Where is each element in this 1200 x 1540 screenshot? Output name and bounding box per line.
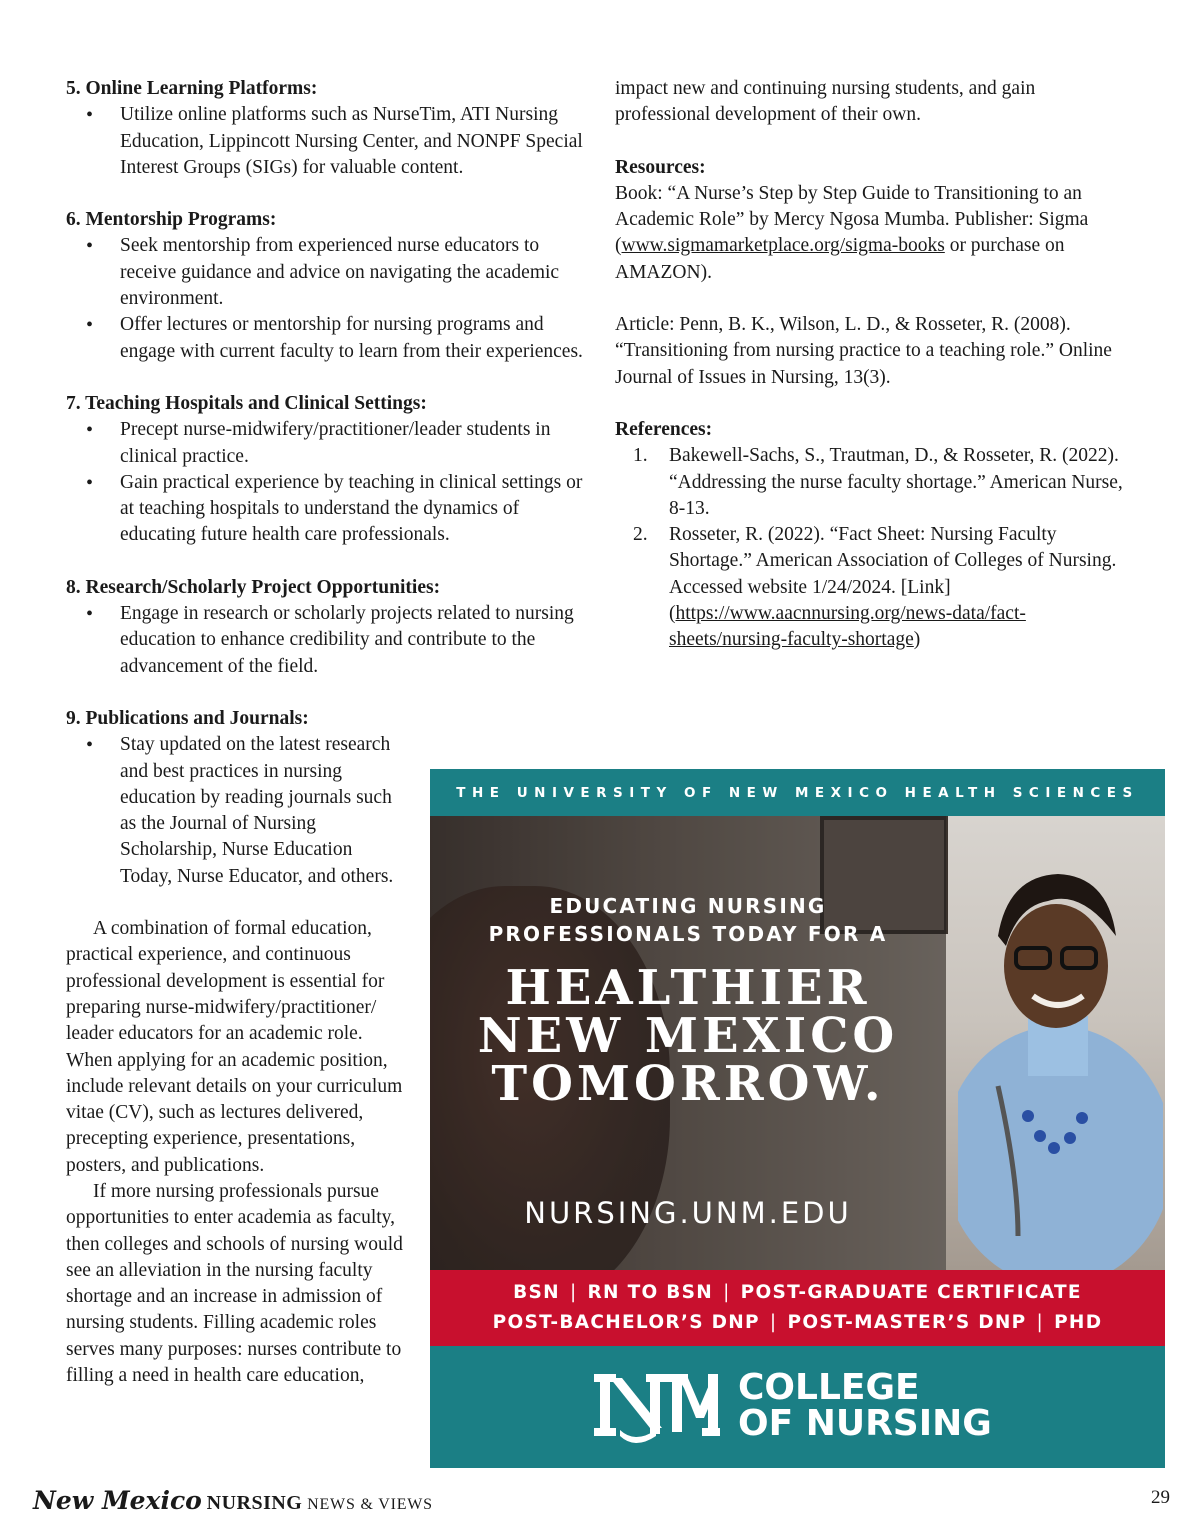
unm-logo bbox=[590, 1366, 720, 1450]
resources-heading: Resources: bbox=[615, 156, 706, 178]
section-teaching-hospitals bbox=[66, 391, 586, 549]
nurse-photo bbox=[958, 856, 1163, 1270]
ad-headline: HEALTHIER bbox=[505, 960, 871, 1016]
bullet-item: • Offer lectures or mentorship for nursing programs and engage with current faculty to learn from their experiences. bbox=[66, 312, 586, 365]
bullet-list bbox=[66, 233, 586, 364]
reference-item: 2. Rosseter, R. (2022). “Fact Sheet: Nursing Faculty Shortage.” American Association of Colleges of Nursing. Accessed website 1/24/2024. [Link] (https://www.aacnnursing.org/news-data/fact-sheets/nursing-faculty-shortage) bbox=[633, 524, 1117, 651]
college-branding bbox=[430, 1346, 1165, 1468]
body-paragraph: A combination of formal education, practical experience, and continuous professional development is essential for preparing nurse-midwifery/practitioner/ leader educators for an academic role. When applying for an academic position, include relevant details on your curriculum vitae (CV), such as lectures delivered, precepting experience, presentations, posters, and publications. bbox=[66, 918, 403, 1176]
unm-nursing-advertisement[interactable] bbox=[430, 769, 1165, 1468]
resource-book: Book: “A Nurse’s Step by Step Guide to Transitioning to an Academic Role” by Mercy Ngosa Mumba. Publisher: Sigma (www.sigmamarketplace.org/sigma-books or purchase on AMAZON). bbox=[615, 182, 1089, 283]
program-post-grad-cert: POST-GRADUATE CERTIFICATE bbox=[740, 1282, 1082, 1303]
section-research bbox=[66, 575, 586, 680]
bullet-list bbox=[66, 102, 586, 181]
program-rn-to-bsn: RN TO BSN bbox=[587, 1282, 714, 1303]
program-post-bachelors-dnp: POST-BACHELOR’S DNP bbox=[492, 1312, 760, 1333]
ad-tagline: EDUCATING NURSING bbox=[549, 894, 827, 918]
section-title: 6. Mentorship Programs: bbox=[66, 209, 277, 231]
program-list-banner bbox=[430, 1270, 1165, 1346]
program-bsn: BSN bbox=[513, 1282, 560, 1303]
ad-header: THE UNIVERSITY OF NEW MEXICO HEALTH SCIENCES bbox=[430, 769, 1165, 816]
program-row: BSN | RN TO BSN | POST-GRADUATE CERTIFICATE bbox=[513, 1282, 1082, 1303]
ad-headline: NEW MEXICO bbox=[477, 1008, 899, 1064]
bullet-item: • Seek mentorship from experienced nurse educators to receive guidance and advice on navigating the academic environment. bbox=[66, 233, 586, 312]
section-title: 5. Online Learning Platforms: bbox=[66, 78, 318, 99]
section-title: 7. Teaching Hospitals and Clinical Settings: bbox=[66, 392, 427, 414]
resource-article: Article: Penn, B. K., Wilson, L. D., & Rosseter, R. (2008). “Transitioning from nursing practice to a teaching role.” Online Journal of Issues in Nursing, 13(3). bbox=[615, 314, 1112, 388]
section-title: 9. Publications and Journals: bbox=[66, 707, 309, 729]
program-phd: PHD bbox=[1054, 1312, 1103, 1333]
bullet-item: • Engage in research or scholarly projects related to nursing education to enhance credibility and contribute to the advancement of the field. bbox=[66, 601, 586, 680]
bullet-list bbox=[66, 417, 586, 548]
program-post-masters-dnp: POST-MASTER’S DNP bbox=[787, 1312, 1027, 1333]
page-number: 29 bbox=[1151, 1487, 1170, 1508]
section-mentorship bbox=[66, 207, 586, 365]
section-online-learning bbox=[66, 76, 586, 181]
reference-item: 1. Bakewell-Sachs, S., Trautman, D., & Rosseter, R. (2022). “Addressing the nurse faculty shortage.” American Nurse, 8-13. bbox=[633, 445, 1123, 519]
ad-website-link[interactable]: NURSING.UNM.EDU bbox=[524, 1196, 852, 1230]
sigma-books-link[interactable]: www.sigmamarketplace.org/sigma-books bbox=[621, 235, 945, 257]
ad-text-panel bbox=[430, 816, 946, 1270]
body-paragraph: If more nursing professionals pursue opportunities to enter academia as faculty, then colleges and schools of nursing would see an alleviation in the nursing faculty shortage and an increase in admission of nursing students. Filling academic roles serves many purposes: nurses contribute to filling a need in health care education, bbox=[66, 1180, 403, 1387]
right-column bbox=[615, 76, 1135, 654]
section-title: 8. Research/Scholarly Project Opportunities: bbox=[66, 576, 441, 598]
references-list bbox=[615, 443, 1135, 653]
ad-tagline: PROFESSIONALS TODAY FOR A bbox=[488, 922, 888, 946]
ad-photo bbox=[430, 816, 1165, 1270]
college-name: COLLEGE OF NURSING bbox=[738, 1367, 992, 1444]
aacn-fact-sheet-link[interactable]: https://www.aacnnursing.org/news-data/fact-sheets/nursing-faculty-shortage bbox=[669, 603, 1026, 651]
bullet-item: • Precept nurse-midwifery/practitioner/leader students in clinical practice. bbox=[66, 417, 586, 470]
publication-masthead: New Mexico NURSING NEWS & VIEWS bbox=[33, 1486, 433, 1515]
bullet-item: • Gain practical experience by teaching in clinical settings or at teaching hospitals to understand the dynamics of educating future health care professionals. bbox=[66, 470, 586, 549]
bullet-item: • Stay updated on the latest research and best practices in nursing education by reading journals such as the Journal of Nursing Scholarship, Nurse Education Today, Nurse Educator, and others. bbox=[66, 732, 405, 890]
references-heading: References: bbox=[615, 418, 713, 440]
bullet-item: • Utilize online platforms such as NurseTim, ATI Nursing Education, Lippincott Nursing Center, and NONPF Special Interest Groups (SIGs) for valuable content. bbox=[66, 102, 586, 181]
ad-headline: TOMORROW. bbox=[491, 1056, 885, 1112]
program-row: POST-BACHELOR’S DNP | POST-MASTER’S DNP | PHD bbox=[492, 1312, 1103, 1333]
bullet-list bbox=[66, 601, 586, 680]
continuation-paragraph: impact new and continuing nursing students, and gain professional development of their own. bbox=[615, 78, 1036, 126]
